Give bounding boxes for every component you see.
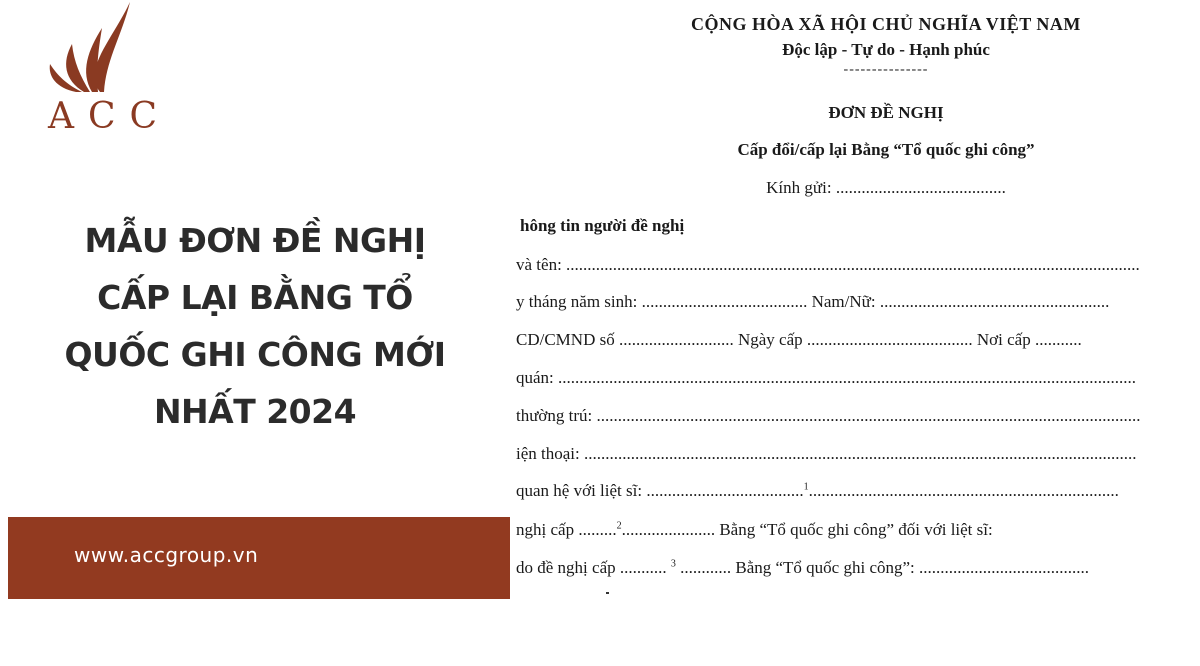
header-rule: --------------- [843,62,929,77]
footnote-marker: 1 [803,481,809,493]
recipient-line: Kính gửi: ........................................ [766,178,1006,197]
headline-line: CẤP LẠI BẰNG TỔ [97,278,413,317]
headline-line: NHẤT 2024 [153,392,357,431]
field-reason [516,558,1200,578]
field-request-label: nghị cấp ......... [516,520,617,539]
website-link[interactable]: www.accgroup.vn [74,543,259,567]
headline-line: MẪU ĐƠN ĐỀ NGHỊ [84,221,426,260]
section-heading: hông tin người đề nghị [520,216,685,235]
field-phone: iện thoại: .................................................................................................................................. [516,444,1137,463]
document-subtitle: Cấp đổi/cấp lại Bằng “Tổ quốc ghi công” [737,140,1035,159]
field-reason-tail: ............ Bằng “Tổ quốc ghi công”: ........................................ [680,558,1090,577]
page-mark [606,592,609,594]
field-birthdate-gender: y tháng năm sinh: ....................................... Nam/Nữ: ...................................................... [516,292,1110,311]
field-residence: thường trú: ................................................................................................................................ [516,406,1141,425]
motto: Độc lập - Tự do - Hạnh phúc [782,40,990,59]
field-reason-label: do đề nghị cấp ........... [516,558,667,577]
field-relationship-label: quan hệ với liệt sĩ: ..................................... [516,481,804,500]
flame-leaf-icon [42,0,142,95]
field-hometown: quán: ........................................................................................................................................ [516,368,1137,387]
document-title: ĐƠN ĐỀ NGHỊ [828,103,944,122]
field-id-number: CD/CMND số ........................... Ngày cấp ....................................... Nơi cấp ........... [516,330,1082,349]
field-relationship [516,481,1200,501]
footnote-marker: 2 [616,520,622,532]
field-name: và tên: ....................................................................................................................................... [516,255,1140,274]
field-request [516,520,1200,540]
url-banner [8,517,518,599]
field-relationship-tail: ......................................................................... [808,481,1119,500]
form-document [510,0,1200,600]
field-request-tail: ...................... Bằng “Tổ quốc ghi công” đối với liệt sĩ: [621,520,993,539]
footnote-marker: 3 [670,558,676,570]
acc-logo [30,0,172,140]
logo-text: ACC [48,96,172,137]
page-headline [20,212,490,440]
headline-line: QUỐC GHI CÔNG MỚI [64,335,446,374]
nation-header: CỘNG HÒA XÃ HỘI CHỦ NGHĨA VIỆT NAM [691,14,1081,34]
